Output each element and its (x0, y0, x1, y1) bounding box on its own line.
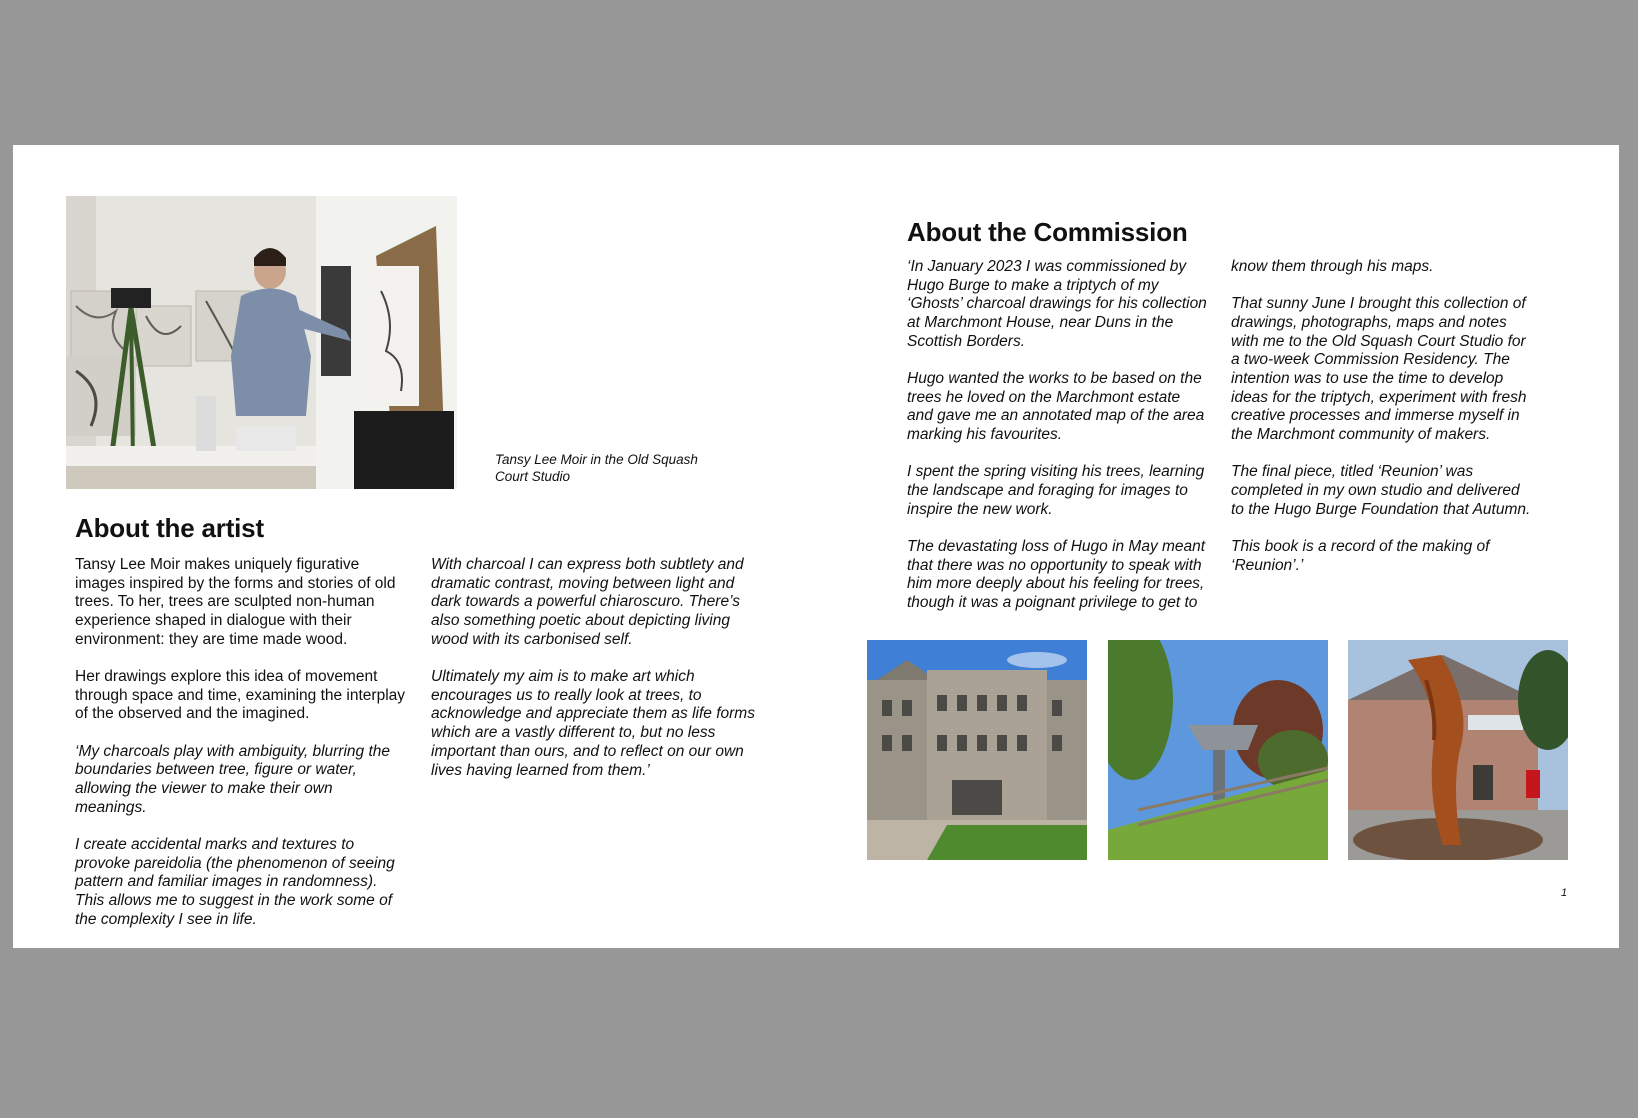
artist-photo-caption: Tansy Lee Moir in the Old Squash Court Studio (495, 452, 698, 484)
paragraph: Ultimately my aim is to make art which encourages us to really look at trees, to acknowledge and appreciate them as life forms which are a vastly different to, but no less important than ours, and to reflect on our own lives having learned from them.’ (431, 668, 755, 779)
paragraph: The devastating loss of Hugo in May meant that there was no opportunity to speak with him more deeply about his feeling for trees, though it was a poignant privilege to get to (907, 537, 1206, 612)
paragraph: The final piece, titled ‘Reunion’ was completed in my own studio and delivered to the Hugo Burge Foundation that Autumn. (1231, 463, 1531, 518)
paragraph: I spent the spring visiting his trees, learning the landscape and foraging for images to inspire the new work. (907, 463, 1205, 518)
page-number: 1 (1561, 887, 1568, 899)
about-commission-column-2 (1231, 258, 1531, 594)
paragraph: ‘My charcoals play with ambiguity, blurring the boundaries between tree, figure or water, allowing the viewer to make their own meanings. (75, 742, 391, 816)
rust-sculpture-photo (1348, 640, 1568, 860)
paragraph: know them through his maps. (1231, 258, 1434, 275)
paragraph: Her drawings explore this idea of movement through space and time, examining the interplay of the observed and the imagined. (75, 668, 406, 723)
about-artist-heading: About the artist (75, 513, 264, 543)
paragraph: Tansy Lee Moir makes uniquely figurative images inspired by the forms and stories of old trees. To her, trees are sculpted non-human experience shaped in dialogue with their environment: they are time made wood. (75, 556, 396, 648)
tree-hillside-photo (1108, 640, 1328, 860)
about-commission-heading: About the Commission (907, 217, 1188, 247)
paragraph: Hugo wanted the works to be based on the trees he loved on the Marchmont estate and gave me an annotated map of the area marking his favourites. (907, 370, 1205, 444)
about-commission-column-1 (907, 258, 1207, 631)
paragraph: I create accidental marks and textures to provoke pareidolia (the phenomenon of seeing pattern and familiar images in randomness). This allows me to suggest in the work some of the complexity I see in life. (75, 835, 395, 928)
about-artist-column-1 (75, 556, 405, 948)
about-artist-column-2 (431, 556, 757, 799)
artist-studio-photo (66, 196, 457, 489)
marchmont-house-photo (867, 640, 1087, 860)
paragraph: With charcoal I can express both subtlety and dramatic contrast, moving between light and dark towards a powerful chiaroscuro. There’s also something poetic about depicting living wood with its carbonised self. (431, 556, 744, 648)
paragraph: ‘In January 2023 I was commissioned by Hugo Burge to make a triptych of my ‘Ghosts’ charcoal drawings for his collection at Marchmont House, near Duns in the Scottish Borders. (907, 258, 1207, 350)
paragraph: This book is a record of the making of ‘Reunion’.’ (1231, 537, 1490, 574)
paragraph: That sunny June I brought this collection of drawings, photographs, maps and notes with me to the Old Squash Court Studio for a two-week Commission Residency. The intention was to use the time to develop ideas for the triptych, experiment with fresh creative processes and immerse myself in the Marchmont community of makers. (1231, 295, 1527, 444)
book-spread (13, 145, 1619, 948)
